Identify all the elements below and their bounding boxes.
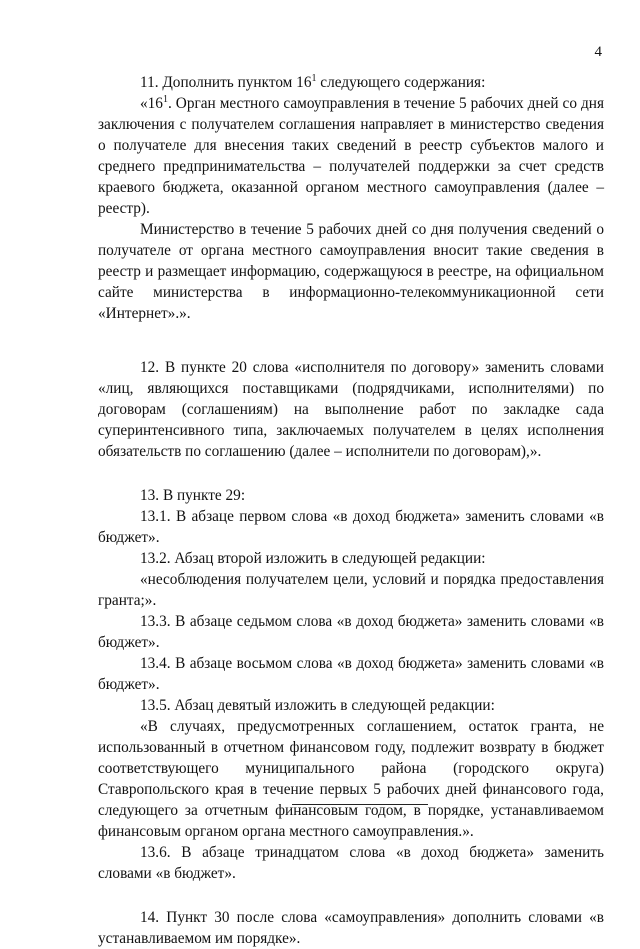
item-13-5: 13.5. Абзац девятый изложить в следующей редакции: <box>140 697 495 714</box>
document-body <box>98 72 604 949</box>
item-11-paragraph-1: «$16^1$. Орган местного самоуправления в течение 5 рабочих дней со дня заключения с получателем соглашения направляет в министерство сведения о получателе для внесения таких сведений в реестр субъектов малого и среднего предпринимательства – получателей поддержки за счет средств краевого бюджета, оказанной органом местного самоуправления (далее – реестр). <box>98 93 604 217</box>
item-13-2-text: «несоблюдения получателем цели, условий и порядка предоставления гранта;». <box>98 571 604 609</box>
item-14: 14. Пункт 30 после слова «самоуправления» дополнить словами «в устанавливаемом им порядке». <box>98 909 604 947</box>
item-13-heading: 13. В пункте 29: <box>140 487 246 504</box>
item-13-5-text: «В случаях, предусмотренных соглашением, остаток гранта, не использованный в отчетном финансовом году, подлежит возврату в бюджет соответствующего муниципального района (городского округа) Ставропольского края в течение первых 5 рабочих дней финансового года, следующего за отчетным финансовым годом, в порядке, устанавливаемом финансовым органом органа местного самоуправления.». <box>98 718 604 840</box>
item-11-heading: 11. Дополнить пунктом $16^1$ следующего содержания: <box>140 72 486 91</box>
item-13-4: 13.4. В абзаце восьмом слова «в доход бюджета» заменить словами «в бюджет». <box>98 655 604 693</box>
closing-divider <box>292 804 428 805</box>
item-11-paragraph-2: Министерство в течение 5 рабочих дней со дня получения сведений о получателе от органа местного самоуправления вносит такие сведения в реестр и размещает информацию, содержащуюся в реестре, на официальном сайте министерства в информационно-телекоммуникационной сети «Интернет».». <box>98 221 604 322</box>
item-13-2: 13.2. Абзац второй изложить в следующей редакции: <box>140 550 486 567</box>
item-13-1: 13.1. В абзаце первом слова «в доход бюджета» заменить словами «в бюджет». <box>98 508 604 546</box>
item-13-6: 13.6. В абзаце тринадцатом слова «в доход бюджета» заменить словами «в бюджет». <box>98 844 604 882</box>
page-number: 4 <box>594 44 602 60</box>
item-12: 12. В пункте 20 слова «исполнителя по договору» заменить словами «лиц, являющихся поставщиками (подрядчиками, исполнителями) по договорам (соглашениям) на выполнение работ по закладке сада суперинтенсивного типа, заключаемых получателем в целях исполнения обязательств по соглашению (далее – исполнители по договорам),». <box>98 359 604 460</box>
item-13-3: 13.3. В абзаце седьмом слова «в доход бюджета» заменить словами «в бюджет». <box>98 613 604 651</box>
